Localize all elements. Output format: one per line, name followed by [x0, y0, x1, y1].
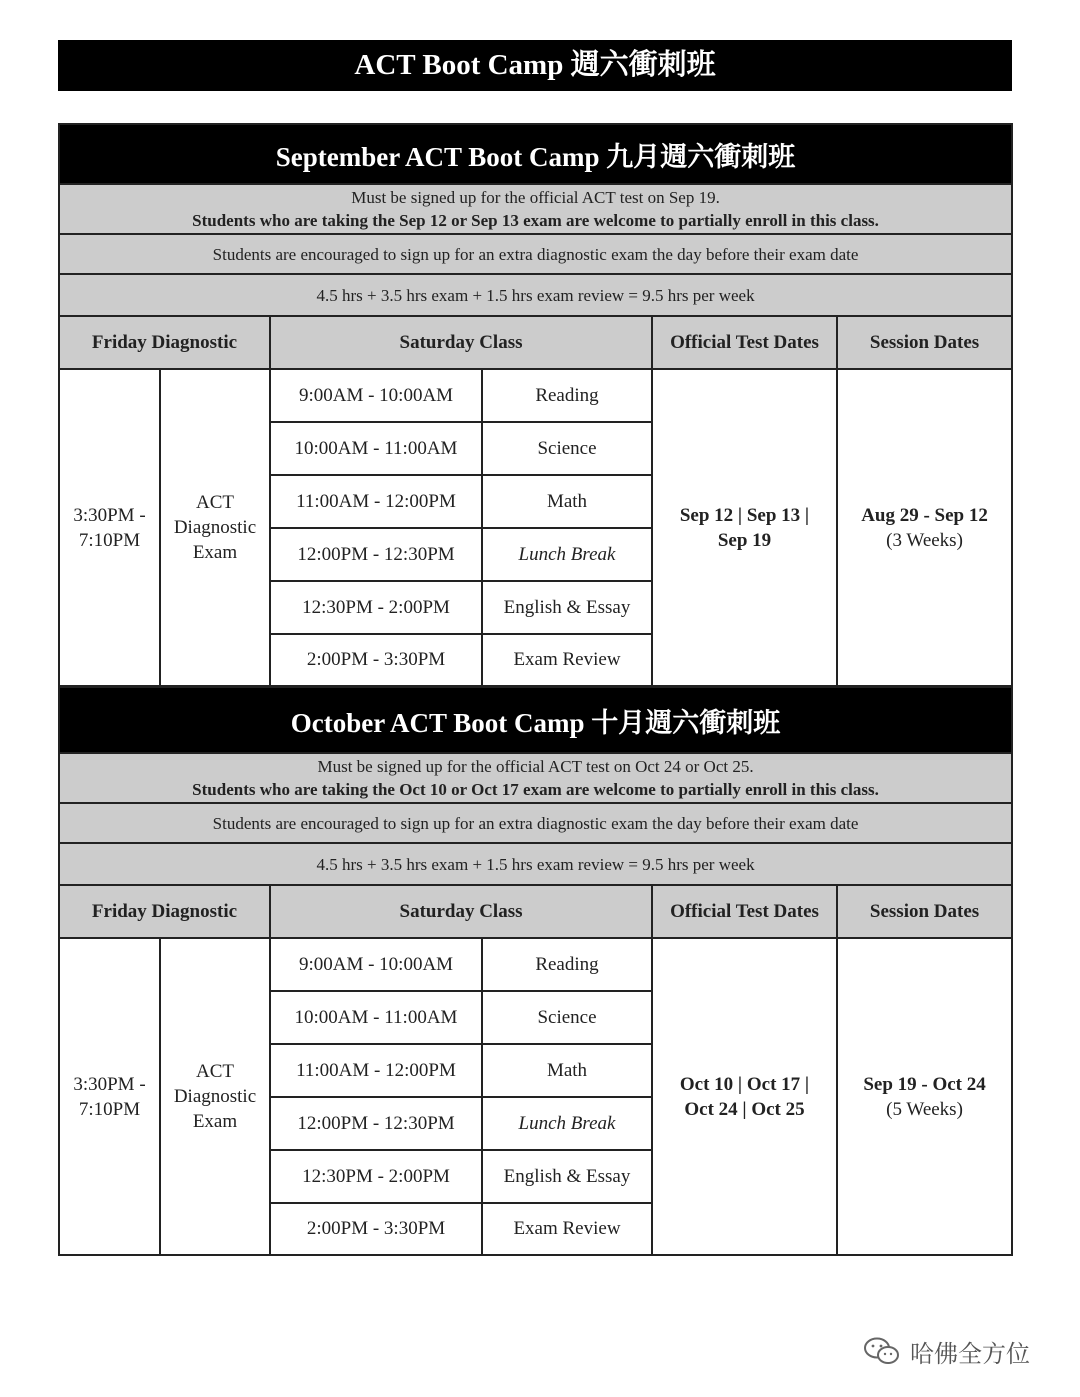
official-dates-line-1: Oct 10 | Oct 17 | — [679, 1073, 810, 1095]
class-time: 11:00AM - 12:00PM — [270, 475, 482, 528]
class-subject: Science — [482, 991, 652, 1044]
header-saturday-class: Saturday Class — [270, 885, 652, 938]
class-subject: Math — [482, 475, 652, 528]
official-test-dates — [652, 938, 837, 1255]
enrollment-note-line: Must be signed up for the official ACT test on Oct 24 or Oct 25. — [317, 757, 754, 776]
diagnostic-line-2: Diagnostic — [173, 1086, 257, 1107]
session-range: Sep 19 - Oct 24 — [863, 1073, 986, 1095]
header-friday-diagnostic: Friday Diagnostic — [59, 316, 270, 369]
class-time: 2:00PM - 3:30PM — [270, 1203, 482, 1255]
diagnostic-line-1: ACT — [196, 1061, 234, 1082]
diagnostic-line-3: Exam — [192, 1111, 238, 1132]
section-title: September ACT Boot Camp 九月週六衝刺班 — [59, 124, 1012, 184]
diagnostic-line-1: ACT — [196, 492, 234, 513]
session-range: Aug 29 - Sep 12 — [861, 504, 988, 526]
header-session-dates: Session Dates — [837, 316, 1012, 369]
enrollment-note-line: Must be signed up for the official ACT test on Sep 19. — [351, 188, 720, 207]
class-subject: Science — [482, 422, 652, 475]
class-subject: Reading — [482, 938, 652, 991]
hours-note: 4.5 hrs + 3.5 hrs exam + 1.5 hrs exam review = 9.5 hrs per week — [59, 274, 1012, 316]
class-subject: Reading — [482, 369, 652, 422]
class-time: 10:00AM - 11:00AM — [270, 991, 482, 1044]
official-test-dates — [652, 369, 837, 686]
september-schedule-table — [58, 123, 1013, 687]
friday-time-start: 3:30PM - — [73, 1073, 146, 1095]
session-weeks: (3 Weeks) — [886, 529, 963, 551]
friday-time-end: 7:10PM — [78, 529, 141, 551]
class-time: 11:00AM - 12:00PM — [270, 1044, 482, 1097]
class-time: 12:00PM - 12:30PM — [270, 528, 482, 581]
wechat-icon — [862, 1336, 902, 1366]
class-time: 12:30PM - 2:00PM — [270, 1150, 482, 1203]
friday-time — [59, 369, 160, 686]
header-official-test-dates: Official Test Dates — [652, 316, 837, 369]
diagnostic-exam-label — [160, 369, 270, 686]
diagnostic-line-2: Diagnostic — [173, 517, 257, 538]
class-subject: Exam Review — [482, 634, 652, 686]
class-time: 12:30PM - 2:00PM — [270, 581, 482, 634]
partial-enroll-note: Students who are taking the Sep 12 or Sep 13 exam are welcome to partially enroll in this class. — [192, 211, 879, 230]
header-official-test-dates: Official Test Dates — [652, 885, 837, 938]
hours-note: 4.5 hrs + 3.5 hrs exam + 1.5 hrs exam review = 9.5 hrs per week — [59, 843, 1012, 885]
header-saturday-class: Saturday Class — [270, 316, 652, 369]
official-dates-line-2: Oct 24 | Oct 25 — [684, 1098, 805, 1120]
header-session-dates: Session Dates — [837, 885, 1012, 938]
watermark-text: 哈佛全方位 — [910, 1339, 1030, 1368]
class-time: 12:00PM - 12:30PM — [270, 1097, 482, 1150]
friday-time — [59, 938, 160, 1255]
class-time: 9:00AM - 10:00AM — [270, 369, 482, 422]
session-weeks: (5 Weeks) — [886, 1098, 963, 1120]
class-time: 9:00AM - 10:00AM — [270, 938, 482, 991]
friday-time-start: 3:30PM - — [73, 504, 146, 526]
class-subject-lunch: Lunch Break — [482, 528, 652, 581]
official-dates-line-1: Sep 12 | Sep 13 | — [679, 504, 810, 526]
class-subject: English & Essay — [482, 581, 652, 634]
diagnostic-line-3: Exam — [192, 542, 238, 563]
partial-enroll-note: Students who are taking the Oct 10 or Oct 17 exam are welcome to partially enroll in this class. — [192, 780, 879, 799]
class-subject-lunch: Lunch Break — [482, 1097, 652, 1150]
official-dates-line-2: Sep 19 — [717, 529, 772, 551]
class-time: 2:00PM - 3:30PM — [270, 634, 482, 686]
header-friday-diagnostic: Friday Diagnostic — [59, 885, 270, 938]
october-schedule-table — [58, 686, 1013, 1256]
class-time: 10:00AM - 11:00AM — [270, 422, 482, 475]
class-subject: English & Essay — [482, 1150, 652, 1203]
diagnostic-note: Students are encouraged to sign up for an extra diagnostic exam the day before their exam date — [59, 803, 1012, 843]
enrollment-note — [59, 753, 1012, 803]
session-dates — [837, 938, 1012, 1255]
friday-time-end: 7:10PM — [78, 1098, 141, 1120]
page-title-banner: ACT Boot Camp 週六衝刺班 — [58, 40, 1012, 91]
section-title: October ACT Boot Camp 十月週六衝刺班 — [59, 687, 1012, 753]
class-subject: Exam Review — [482, 1203, 652, 1255]
watermark — [862, 1334, 1052, 1368]
class-subject: Math — [482, 1044, 652, 1097]
diagnostic-note: Students are encouraged to sign up for an extra diagnostic exam the day before their exam date — [59, 234, 1012, 274]
enrollment-note — [59, 184, 1012, 234]
diagnostic-exam-label — [160, 938, 270, 1255]
session-dates — [837, 369, 1012, 686]
